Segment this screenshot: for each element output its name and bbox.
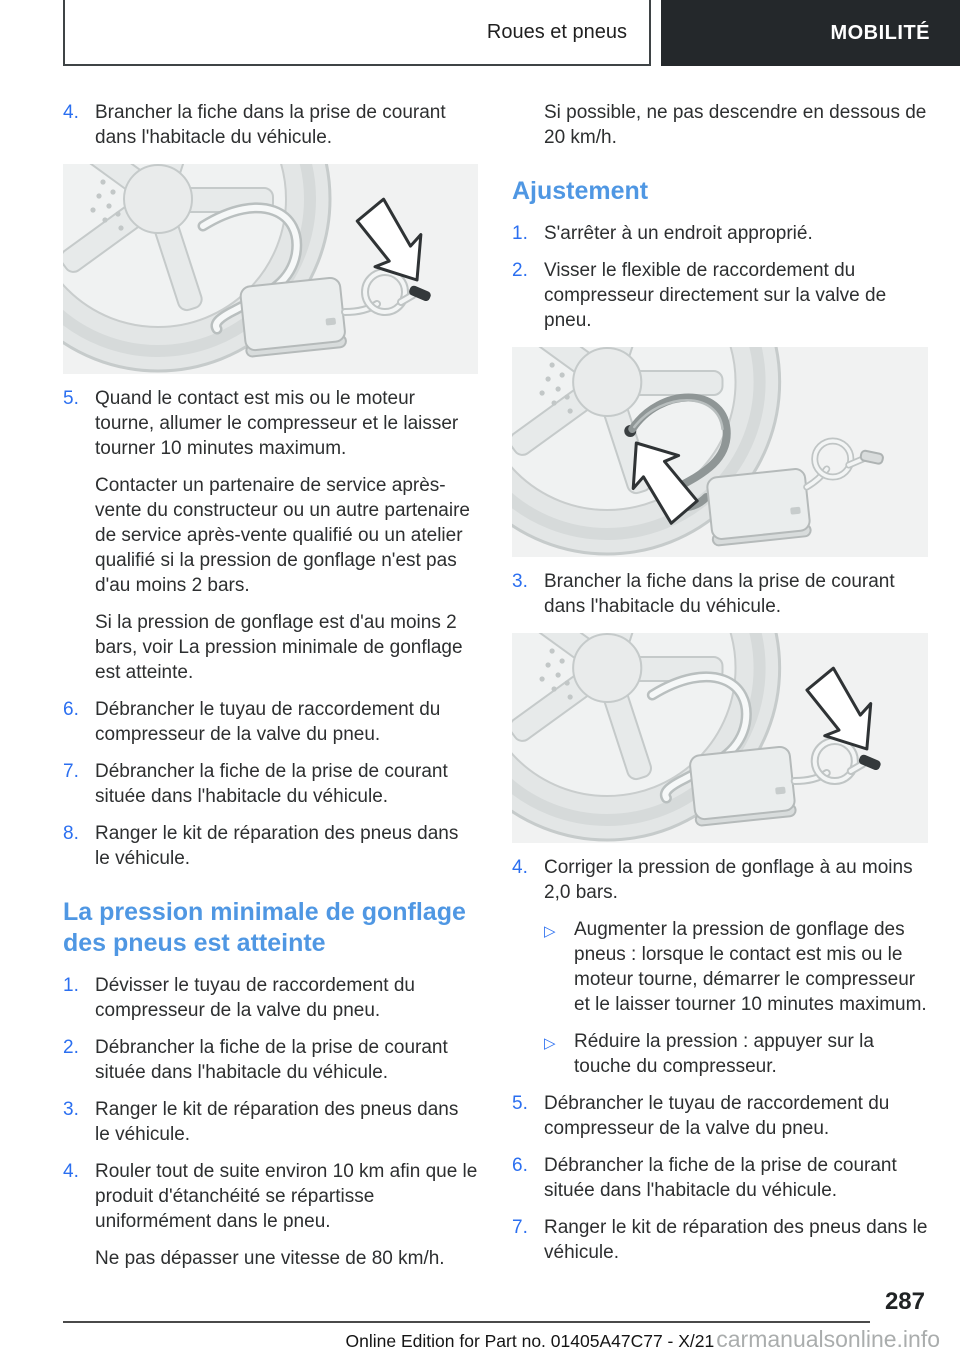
list-item-text: Dévisser le tuyau de raccordement du compresseur de la valve du pneu. [95,975,415,1021]
list-item-text: Débrancher le tuyau de raccordement du compresseur de la valve du pneu. [95,699,441,745]
list-number: 2. [512,260,528,281]
list-item-text: Brancher la fiche dans la prise de courant dans l'habitacle du véhicule. [95,102,446,148]
edition-note: Online Edition for Part no. 01405A47C77 - X/21 [345,1331,715,1351]
list-item [63,697,478,747]
compressor-box [240,277,347,357]
list-number: 2. [63,1037,79,1058]
list-item-text: Quand le contact est mis ou le moteur tourne, allumer le compresseur et le laisser tourner 10 minutes maximum. [95,388,459,459]
list-item [63,821,478,871]
sub-bullet-text: Augmenter la pression de gonflage des pneus : lorsque le contact est mis ou le moteur tourne, démarrer le compresseur et le laisser tourner 10 minutes maximum. [574,919,927,1015]
paragraph: Contacter un partenaire de service après-vente du constructeur ou un autre partenaire de service après-vente qualifié ou un atelier qualifié si la pression de gonflage n'est pas d'au moins 2 bars. [95,475,470,596]
paragraph: Si la pression de gonflage est d'au moins 2 bars, voir La pression minimale de gonflage est atteinte. [95,612,463,683]
list-number: 4. [63,102,79,123]
header-section-box [63,0,651,66]
list-number: 4. [63,1161,79,1182]
sub-bullet [544,1029,928,1079]
list-item-text: Débrancher le tuyau de raccordement du compresseur de la valve du pneu. [544,1093,890,1139]
header-chapter-title: MOBILITÉ [830,21,930,44]
list-item-text: Débrancher la fiche de la prise de courant située dans l'habitacle du véhicule. [95,1037,448,1083]
section-heading: Ajustement [512,177,649,205]
list-item [63,1035,478,1085]
wheel-compressor-power-plug-illustration [512,633,928,843]
list-item-text: Ranger le kit de réparation des pneus dans le véhicule. [95,823,459,869]
wheel-compressor-power-plug-illustration [63,164,478,374]
list-number: 1. [63,975,79,996]
list-item-text: Débrancher la fiche de la prise de courant située dans l'habitacle du véhicule. [544,1155,897,1201]
list-number: 3. [63,1099,79,1120]
list-number: 8. [63,823,79,844]
footer-rule [63,1321,870,1323]
footer-row [63,1326,940,1353]
list-item [512,1153,928,1203]
list-item [512,1215,928,1265]
list-item-text: Corriger la pression de gonflage à au moins 2,0 bars. [544,857,913,903]
list-number: 6. [512,1155,528,1176]
compressor-box [689,746,796,826]
list-item-text: Débrancher la fiche de la prise de courant située dans l'habitacle du véhicule. [95,761,448,807]
list-item [512,221,928,246]
list-number: 1. [512,223,528,244]
list-number: 4. [512,857,528,878]
list-item [63,973,478,1023]
page-number: 287 [884,1288,925,1315]
list-item [63,1097,478,1147]
triangle-bullet-icon: ▷ [544,923,556,940]
list-item [512,1091,928,1141]
list-item [63,386,478,461]
list-item-text: Visser le flexible de raccordement du compresseur directement sur la valve de pneu. [544,260,887,331]
list-number: 6. [63,699,79,720]
paragraph: Ne pas dépasser une vitesse de 80 km/h. [95,1248,445,1269]
list-item-text: Ranger le kit de réparation des pneus dans le véhicule. [544,1217,928,1263]
header-section-title: Roues et pneus [486,20,627,43]
list-item-text: Ranger le kit de réparation des pneus dans le véhicule. [95,1099,459,1145]
header-chapter-tab [661,0,960,66]
list-item [63,1159,478,1234]
list-item-text: Brancher la fiche dans la prise de courant dans l'habitacle du véhicule. [544,571,895,617]
list-number: 3. [512,571,528,592]
list-item [63,759,478,809]
list-number: 5. [63,388,79,409]
list-number: 5. [512,1093,528,1114]
compressor-box [706,468,811,546]
sub-bullet [544,917,928,1017]
list-item [512,855,928,905]
triangle-bullet-icon: ▷ [544,1035,556,1052]
wheel-valve-compressor-illustration [512,347,928,557]
list-item [512,569,928,619]
paragraph: Si possible, ne pas descendre en dessous de 20 km/h. [544,102,927,148]
section-heading: La pression minimale de gonflage des pneus est atteinte [63,898,466,957]
right-column [512,100,928,1265]
list-number: 7. [512,1217,528,1238]
list-item-text: Rouler tout de suite environ 10 km afin que le produit d'étanchéité se répartisse uniformément dans le pneu. [95,1161,478,1232]
sub-bullet-text: Réduire la pression : appuyer sur la touche du compresseur. [574,1031,874,1077]
list-item [512,258,928,333]
list-number: 7. [63,761,79,782]
list-item [63,100,478,150]
watermark-text: carmanualsonline.info [716,1326,940,1352]
left-column [63,100,478,1271]
list-item-text: S'arrêter à un endroit approprié. [544,223,813,244]
